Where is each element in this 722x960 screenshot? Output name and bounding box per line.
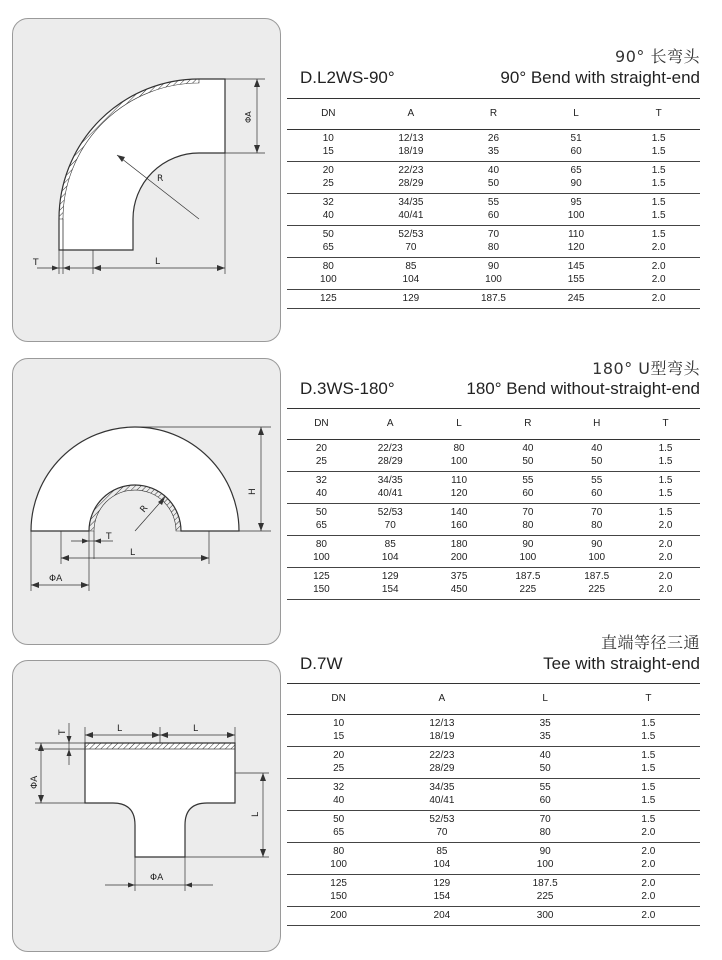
table-row (287, 274, 700, 287)
table-row (287, 571, 700, 584)
spec-table (287, 683, 700, 926)
table-row-group (287, 258, 700, 290)
table-cell: 2.0 (658, 551, 673, 563)
table-cell: 22/23 (377, 443, 403, 455)
table-cell: 125 (330, 878, 347, 890)
table-cell: 100 (450, 455, 468, 467)
table-cell: 100 (567, 209, 585, 221)
table-cell: 90 (570, 177, 582, 189)
column-header: L (542, 693, 548, 704)
table-cell: 120 (450, 487, 468, 499)
table-cell: 100 (330, 858, 347, 870)
table-row (287, 443, 700, 456)
table-row (287, 782, 700, 795)
table-cell: 100 (485, 273, 502, 285)
table-cell: 2.0 (651, 273, 666, 285)
table-header (287, 408, 700, 440)
table-cell: 50 (591, 455, 603, 467)
table-cell: 125 (313, 571, 330, 583)
table-row-group (287, 290, 700, 309)
table-cell: 225 (536, 890, 554, 902)
table-row (287, 891, 700, 904)
table-row (287, 261, 700, 274)
table-cell: 28/29 (398, 177, 424, 189)
table-cell: 2.0 (658, 519, 673, 531)
table-row-group (287, 226, 700, 258)
table-cell: 80 (522, 519, 534, 531)
column-header: T (662, 418, 669, 429)
table-cell: 104 (433, 858, 451, 870)
table-cell: 35 (539, 730, 551, 742)
column-header: R (524, 418, 532, 429)
column-header: A (407, 108, 415, 119)
drawing-90-bend (13, 19, 280, 341)
title-en: 90° Bend with straight-end (500, 68, 700, 87)
table-cell: 25 (333, 762, 345, 774)
table-row-group (287, 536, 700, 568)
table-cell: 1.5 (651, 197, 666, 209)
table-cell: 110 (568, 229, 585, 241)
product-code: D.3WS-180° (300, 379, 395, 398)
title-cn: 180° U型弯头 (592, 359, 700, 378)
table-row (287, 552, 700, 565)
table-cell: 2.0 (658, 571, 673, 583)
table-cell: 70 (591, 507, 603, 519)
column-header: T (645, 693, 652, 704)
table-cell: 25 (315, 455, 327, 467)
label-L-left: L (117, 724, 123, 734)
table-cell: 180 (450, 539, 468, 551)
table-cell: 2.0 (658, 583, 673, 595)
table-cell: 10 (322, 133, 334, 145)
table-cell: 60 (539, 794, 551, 806)
table-cell: 60 (591, 487, 603, 499)
table-cell: 32 (322, 197, 334, 209)
table-row-group (287, 715, 700, 747)
table-cell: 1.5 (651, 177, 666, 189)
table-cell: 55 (487, 197, 500, 209)
label-H: H (248, 488, 258, 495)
table-cell: 65 (570, 165, 582, 177)
table-cell: 129 (402, 293, 420, 304)
table-cell: 200 (330, 910, 347, 921)
table-cell: 1.5 (641, 750, 656, 762)
table-row-group (287, 162, 700, 194)
table-cell: 85 (436, 846, 448, 858)
table-cell: 35 (487, 145, 500, 157)
table-cell: 22/23 (398, 165, 424, 177)
table-row (287, 827, 700, 840)
table-cell: 15 (322, 145, 334, 157)
table-row-group (287, 843, 700, 875)
table-cell: 85 (384, 539, 396, 551)
table-row-group (287, 907, 700, 926)
title-en: Tee with straight-end (543, 654, 700, 673)
table-cell: 32 (315, 475, 327, 487)
table-cell: 40 (591, 443, 603, 455)
table-cell: 1.5 (658, 487, 673, 499)
drawing-panel-90-bend (12, 18, 281, 342)
table-cell: 150 (313, 583, 330, 595)
table-cell: 187.5 (584, 571, 610, 583)
table-cell: 2.0 (651, 241, 666, 253)
table-row (287, 229, 700, 242)
table-cell: 40 (522, 443, 534, 455)
table-cell: 80 (333, 846, 345, 858)
table-cell: 2.0 (651, 293, 666, 304)
title-cn: 90° 长弯头 (615, 47, 700, 66)
label-phiA: ΦA (49, 574, 63, 584)
table-cell: 140 (450, 507, 468, 519)
table-row (287, 763, 700, 776)
table-cell: 104 (402, 273, 420, 285)
spec-table (287, 408, 700, 600)
table-cell: 20 (322, 165, 334, 177)
table-cell: 65 (315, 519, 327, 531)
table-row-group (287, 194, 700, 226)
label-R: R (157, 174, 164, 184)
table-cell: 40/41 (377, 487, 403, 499)
table-cell: 12/13 (398, 133, 424, 145)
table-row (287, 584, 700, 597)
table-cell: 28/29 (429, 762, 455, 774)
table-cell: 40/41 (398, 209, 424, 221)
table-cell: 1.5 (641, 794, 656, 806)
product-code: D.7W (300, 654, 343, 673)
column-header: T (655, 108, 662, 119)
table-cell: 52/53 (377, 507, 403, 519)
table-row (287, 750, 700, 763)
table-cell: 100 (313, 551, 330, 563)
table-cell: 25 (322, 177, 334, 189)
table-cell: 204 (433, 910, 451, 921)
table-cell: 1.5 (658, 475, 673, 487)
column-header: L (573, 108, 579, 119)
table-row-group (287, 440, 700, 472)
table-cell: 22/23 (429, 750, 455, 762)
table-cell: 70 (539, 814, 551, 826)
label-R: R (138, 503, 151, 515)
table-cell: 18/19 (398, 145, 424, 157)
table-cell: 12/13 (429, 718, 455, 730)
table-row (287, 293, 700, 306)
table-row (287, 475, 700, 488)
label-phiA-side: ΦA (30, 775, 40, 789)
table-cell: 50 (487, 177, 500, 189)
table-cell: 1.5 (651, 209, 666, 221)
table-cell: 129 (381, 571, 399, 583)
table-cell: 34/35 (429, 782, 455, 794)
table-cell: 1.5 (658, 507, 673, 519)
table-cell: 200 (450, 551, 468, 563)
table-cell: 154 (433, 890, 451, 902)
table-cell: 90 (539, 846, 551, 858)
drawing-panel-tee (12, 660, 281, 952)
table-cell: 1.5 (658, 455, 673, 467)
table-cell: 32 (333, 782, 345, 794)
table-cell: 2.0 (641, 878, 656, 890)
table-cell: 50 (522, 455, 534, 467)
table-row (287, 456, 700, 469)
table-cell: 300 (536, 910, 554, 921)
table-cell: 375 (450, 571, 468, 583)
table-cell: 18/19 (429, 730, 455, 742)
drawing-180-bend (13, 359, 280, 644)
table-cell: 95 (570, 197, 582, 209)
table-row (287, 539, 700, 552)
drawing-tee (13, 661, 280, 951)
drawing-panel-180-bend (12, 358, 281, 645)
label-phiA-bottom: ΦA (150, 873, 164, 883)
table-cell: 1.5 (651, 145, 666, 157)
table-row-group (287, 568, 700, 600)
label-L: L (130, 548, 136, 558)
table-cell: 2.0 (651, 261, 666, 273)
table-row-group (287, 779, 700, 811)
table-cell: 65 (322, 241, 334, 253)
table-row (287, 242, 700, 255)
table-row (287, 165, 700, 178)
table-cell: 70 (522, 507, 534, 519)
table-cell: 160 (450, 519, 468, 531)
table-cell: 145 (567, 261, 585, 273)
table-cell: 1.5 (641, 718, 656, 730)
table-cell: 129 (433, 878, 451, 890)
table-cell: 2.0 (641, 858, 656, 870)
table-cell: 70 (384, 519, 396, 531)
table-cell: 70 (405, 241, 417, 253)
table-cell: 70 (487, 229, 500, 241)
table-row-group (287, 504, 700, 536)
table-cell: 40 (487, 165, 500, 177)
column-header: L (456, 418, 462, 429)
table-cell: 104 (381, 551, 399, 563)
table-cell: 1.5 (658, 443, 673, 455)
table-row (287, 520, 700, 533)
table-cell: 50 (322, 229, 334, 241)
table-row (287, 210, 700, 223)
table-row-group (287, 130, 700, 162)
table-cell: 55 (522, 475, 534, 487)
table-header (287, 683, 700, 715)
spec-table (287, 98, 700, 309)
table-cell: 1.5 (641, 730, 656, 742)
table-cell: 1.5 (651, 229, 666, 241)
table-cell: 20 (315, 443, 327, 455)
table-cell: 52/53 (398, 229, 424, 241)
table-cell: 245 (567, 293, 585, 304)
table-row (287, 133, 700, 146)
table-cell: 225 (588, 583, 606, 595)
table-row (287, 731, 700, 744)
table-cell: 85 (405, 261, 417, 273)
table-cell: 1.5 (641, 762, 656, 774)
table-cell: 100 (319, 273, 337, 285)
table-cell: 90 (591, 539, 603, 551)
table-cell: 40 (539, 750, 551, 762)
label-L-right: L (193, 724, 199, 734)
column-header: R (489, 108, 498, 119)
table-cell: 1.5 (651, 165, 666, 177)
table-cell: 2.0 (641, 890, 656, 902)
table-cell: 100 (519, 551, 537, 563)
table-cell: 40 (315, 487, 327, 499)
table-cell: 90 (487, 261, 500, 273)
table-cell: 100 (588, 551, 606, 563)
table-cell: 125 (319, 293, 337, 304)
table-row (287, 197, 700, 210)
table-row (287, 507, 700, 520)
table-cell: 70 (436, 826, 448, 838)
table-cell: 2.0 (641, 910, 656, 921)
table-cell: 110 (451, 475, 468, 487)
table-cell: 51 (570, 133, 582, 145)
table-cell: 60 (487, 209, 500, 221)
table-cell: 10 (333, 718, 345, 730)
table-row (287, 859, 700, 872)
product-code: D.L2WS-90° (300, 68, 395, 87)
table-cell: 15 (333, 730, 345, 742)
table-cell: 1.5 (641, 814, 656, 826)
table-cell: 40/41 (429, 794, 455, 806)
table-cell: 187.5 (480, 293, 506, 304)
table-cell: 155 (567, 273, 585, 285)
table-cell: 26 (487, 133, 500, 145)
title-cn: 直端等径三通 (600, 633, 700, 652)
label-T: T (33, 258, 39, 268)
table-row (287, 878, 700, 891)
table-cell: 154 (381, 583, 399, 595)
table-cell: 2.0 (658, 539, 673, 551)
table-cell: 450 (450, 583, 468, 595)
table-cell: 40 (333, 794, 345, 806)
table-row (287, 910, 700, 923)
table-cell: 34/35 (377, 475, 403, 487)
table-cell: 187.5 (532, 878, 558, 890)
table-cell: 60 (570, 145, 582, 157)
table-row (287, 718, 700, 731)
column-header: DN (314, 418, 329, 429)
table-cell: 1.5 (641, 782, 656, 794)
table-cell: 1.5 (651, 133, 666, 145)
table-cell: 2.0 (641, 826, 656, 838)
table-header (287, 98, 700, 130)
column-header: A (386, 418, 394, 429)
label-phiA: ΦA (244, 111, 253, 123)
table-cell: 80 (322, 261, 334, 273)
table-cell: 90 (522, 539, 534, 551)
table-row-group (287, 811, 700, 843)
table-cell: 80 (591, 519, 603, 531)
table-row (287, 846, 700, 859)
table-cell: 35 (539, 718, 551, 730)
table-cell: 80 (315, 539, 327, 551)
table-cell: 50 (315, 507, 327, 519)
table-row (287, 814, 700, 827)
label-L-side: L (251, 811, 261, 817)
table-row-group (287, 472, 700, 504)
label-T: T (106, 532, 112, 542)
label-L: L (155, 257, 161, 267)
table-cell: 34/35 (398, 197, 424, 209)
table-row-group (287, 875, 700, 907)
table-cell: 55 (539, 782, 551, 794)
table-cell: 120 (567, 241, 585, 253)
table-cell: 187.5 (515, 571, 541, 583)
table-cell: 150 (330, 890, 347, 902)
label-T: T (58, 729, 68, 735)
title-en: 180° Bend without-straight-end (466, 379, 700, 398)
table-cell: 28/29 (377, 455, 403, 467)
column-header: A (438, 693, 446, 704)
table-cell: 100 (536, 858, 554, 870)
table-cell: 20 (333, 750, 345, 762)
table-cell: 80 (453, 443, 465, 455)
table-row (287, 146, 700, 159)
table-row (287, 488, 700, 501)
table-row-group (287, 747, 700, 779)
table-cell: 50 (333, 814, 345, 826)
column-header: H (593, 418, 601, 429)
table-cell: 65 (333, 826, 345, 838)
table-row (287, 795, 700, 808)
table-cell: 2.0 (641, 846, 656, 858)
table-row (287, 178, 700, 191)
table-cell: 52/53 (429, 814, 455, 826)
table-cell: 80 (539, 826, 551, 838)
table-cell: 80 (487, 241, 500, 253)
table-cell: 225 (519, 583, 537, 595)
column-header: DN (331, 693, 346, 704)
table-cell: 50 (539, 762, 551, 774)
table-cell: 55 (591, 475, 603, 487)
table-cell: 40 (322, 209, 334, 221)
table-cell: 60 (522, 487, 534, 499)
column-header: DN (321, 108, 336, 119)
